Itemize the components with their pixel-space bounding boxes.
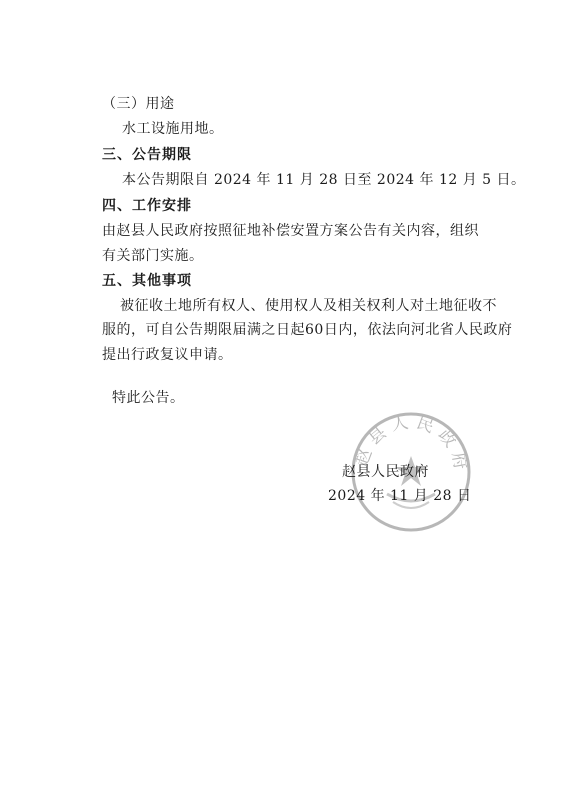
other-matters-line-3: 提出行政复议申请。 xyxy=(102,347,233,363)
work-arrangement-line-2: 有关部门实施。 xyxy=(102,248,204,264)
heading-other-matters: 五、其他事项 xyxy=(102,273,192,289)
heading-notice-period: 三、公告期限 xyxy=(102,147,192,163)
issuer-name: 赵县人民政府 xyxy=(342,464,429,480)
heading-work-arrangement: 四、工作安排 xyxy=(102,198,192,214)
closing-text: 特此公告。 xyxy=(112,390,185,406)
purpose-text: 水工设施用地。 xyxy=(122,121,224,137)
notice-period-text: 本公告期限自 2024 年 11 月 28 日至 2024 年 12 月 5 日。 xyxy=(122,172,526,188)
other-matters-line-2: 服的，可自公告期限届满之日起60日内，依法向河北省人民政府 xyxy=(102,322,513,338)
svg-text:赵县人民政府: 赵县人民政府 xyxy=(351,411,472,477)
other-matters-line-1: 被征收土地所有权人、使用权人及相关权利人对土地征收不 xyxy=(120,298,497,314)
issue-date: 2024 年 11 月 28 日 xyxy=(328,488,472,504)
work-arrangement-line-1: 由赵县人民政府按照征地补偿安置方案公告有关内容，组织 xyxy=(102,223,479,239)
sub-heading-purpose: （三）用途 xyxy=(102,96,175,112)
